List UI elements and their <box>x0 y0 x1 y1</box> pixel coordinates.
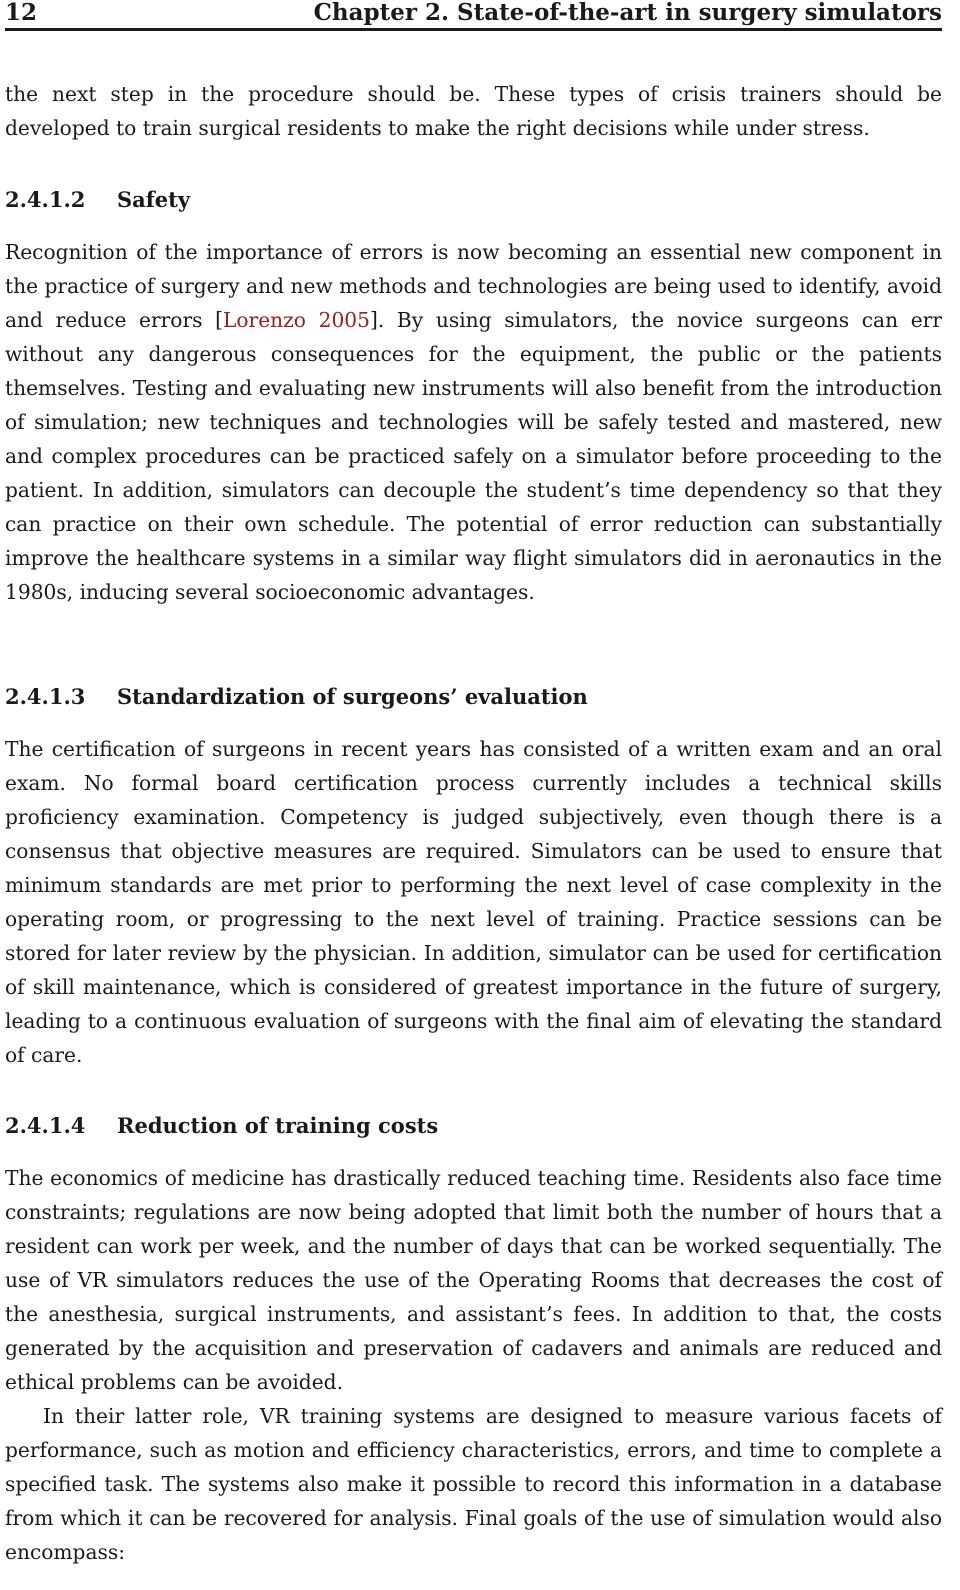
section-number: 2.4.1.2 <box>5 187 86 212</box>
section-number: 2.4.1.3 <box>5 684 86 709</box>
section-title: Standardization of surgeons’ evaluation <box>117 684 588 709</box>
safety-paragraph <box>5 235 942 609</box>
section-number: 2.4.1.4 <box>5 1113 86 1138</box>
chapter-title: Chapter 2. State-of-the-art in surgery simulators <box>313 0 942 26</box>
section-heading-safety <box>5 183 942 217</box>
intro-paragraph: the next step in the procedure should be. These types of crisis trainers should be developed to train surgical residents to make the right decisions while under stress. <box>5 82 942 140</box>
citation-link[interactable]: Lorenzo 2005 <box>223 308 370 332</box>
page-number: 12 <box>5 0 38 26</box>
standardization-paragraph: The certification of surgeons in recent years has consisted of a written exam and an oral exam. No formal board certification process currently includes a technical skills proficiency examination. Competency is judged subjectively, even though there is a consensus that objective measures are required. Simulators can be used to ensure that minimum standards are met prior to performing the next level of case complexity in the operating room, or progressing to the next level of training. Practice sessions can be stored for later review by the physician. In addition, simulator can be used for certification of skill maintenance, which is considered of greatest importance in the future of surgery, leading to a continuous evaluation of surgeons with the final aim of elevating the standard of care. <box>5 737 942 1067</box>
running-header <box>5 0 942 31</box>
safety-text-part-2: ]. By using simulators, the novice surgeons can err without any dangerous consequences for the equipment, the public or the patients themselves. Testing and evaluating new instruments will also benefit from the introduction of simulation; new techniques and technologies will be safely tested and mastered, new and complex procedures can be practiced safely on a simulator before proceeding to the patient. In addition, simulators can decouple the student’s time dependency so that they can practice on their own schedule. The potential of error reduction can substantially improve the healthcare systems in a similar way flight simulators did in aeronautics in the 1980s, inducing several socioeconomic advantages. <box>5 308 942 604</box>
costs-paragraph-1: The economics of medicine has drastically reduced teaching time. Residents also face time constraints; regulations are now being adopted that limit both the number of hours that a resident can work per week, and the number of days that can be worked sequentially. The use of VR simulators reduces the use of the Operating Rooms that decreases the cost of the anesthesia, surgical instruments, and assistant’s fees. In addition to that, the costs generated by the acquisition and preservation of cadavers and animals are reduced and ethical problems can be avoided. <box>5 1166 942 1394</box>
section-title: Safety <box>117 187 191 212</box>
section-title: Reduction of training costs <box>117 1113 439 1138</box>
safety-text-part-1: Recognition of the importance of errors is now becoming an essential new component in the practice of surgery and new methods and technologies are being used to identify, avoid and reduce errors [ <box>5 240 942 332</box>
section-heading-standardization <box>5 680 942 714</box>
section-heading-costs <box>5 1109 942 1143</box>
costs-paragraph-2: In their latter role, VR training systems are designed to measure various facets of performance, such as motion and efficiency characteristics, errors, and time to complete a specified task. The systems also make it possible to record this information in a database from which it can be recovered for analysis. Final goals of the use of simulation would also encompass: <box>5 1404 942 1564</box>
